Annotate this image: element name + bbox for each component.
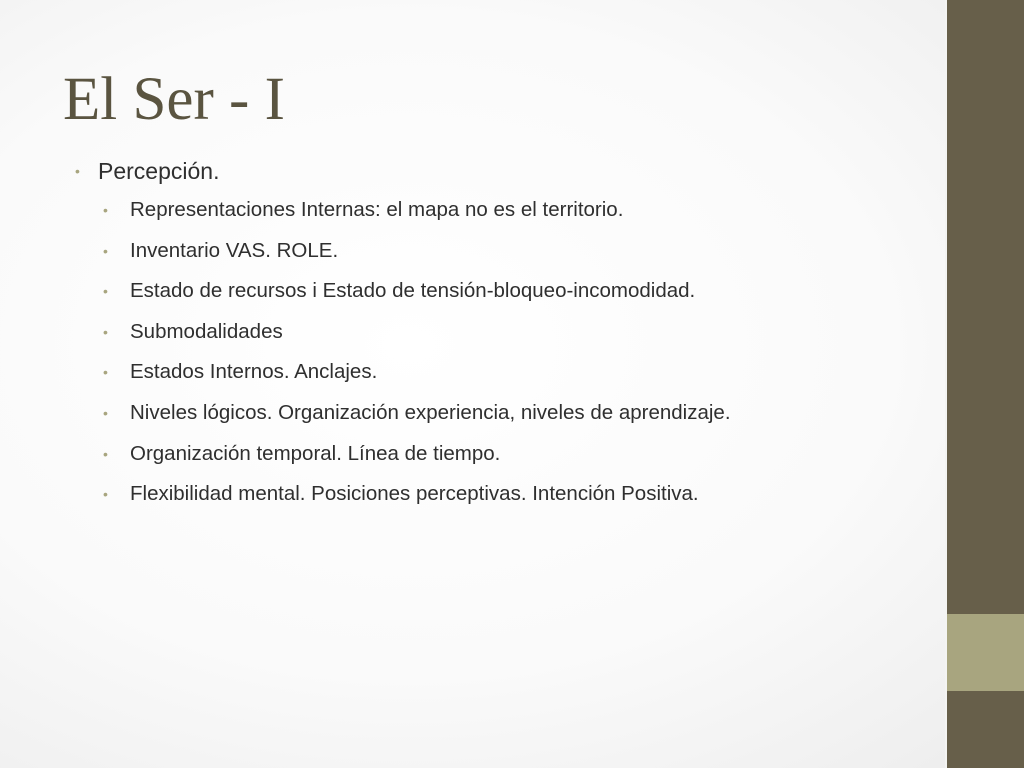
sub-list-item (75, 271, 935, 312)
bullet-icon: • (103, 242, 108, 259)
sub-list-item-label: Estado de recursos i Estado de tensión-bloqueo-incomodidad. (130, 279, 696, 303)
sidebar-accent-block (947, 614, 1024, 691)
sub-list-item (75, 352, 935, 393)
bullet-icon: • (103, 404, 108, 421)
bullet-icon: • (103, 283, 108, 300)
sub-list-item-label: Flexibilidad mental. Posiciones perceptivas. Intención Positiva. (130, 482, 699, 506)
sub-list-item (75, 231, 935, 272)
list-item-label: Percepción. (98, 158, 220, 184)
sub-list-item (75, 474, 935, 515)
bullet-icon: • (103, 445, 108, 462)
sub-list-item-label: Inventario VAS. ROLE. (130, 238, 339, 262)
sub-list-item (75, 393, 935, 434)
bullet-icon: • (103, 364, 108, 381)
sub-list-item-label: Niveles lógicos. Organización experiencia, niveles de aprendizaje. (130, 400, 731, 424)
bullet-icon: • (103, 202, 108, 218)
bullet-icon: • (75, 163, 80, 179)
sub-list-item (75, 312, 935, 353)
slide-title: El Ser - I (63, 66, 285, 133)
list-item-percepcion (75, 152, 935, 190)
sub-list-item-label: Organización temporal. Línea de tiempo. (130, 441, 501, 465)
sub-list-item-label: Submodalidades (130, 319, 283, 343)
sub-list-item-label: Representaciones Internas: el mapa no es el territorio. (130, 198, 624, 221)
sub-list-item-label: Estados Internos. Anclajes. (130, 360, 378, 384)
sub-list-item (75, 190, 935, 231)
bullet-icon: • (103, 323, 108, 340)
bullet-list (75, 152, 935, 515)
bullet-icon: • (103, 486, 108, 503)
sub-list-item (75, 434, 935, 475)
